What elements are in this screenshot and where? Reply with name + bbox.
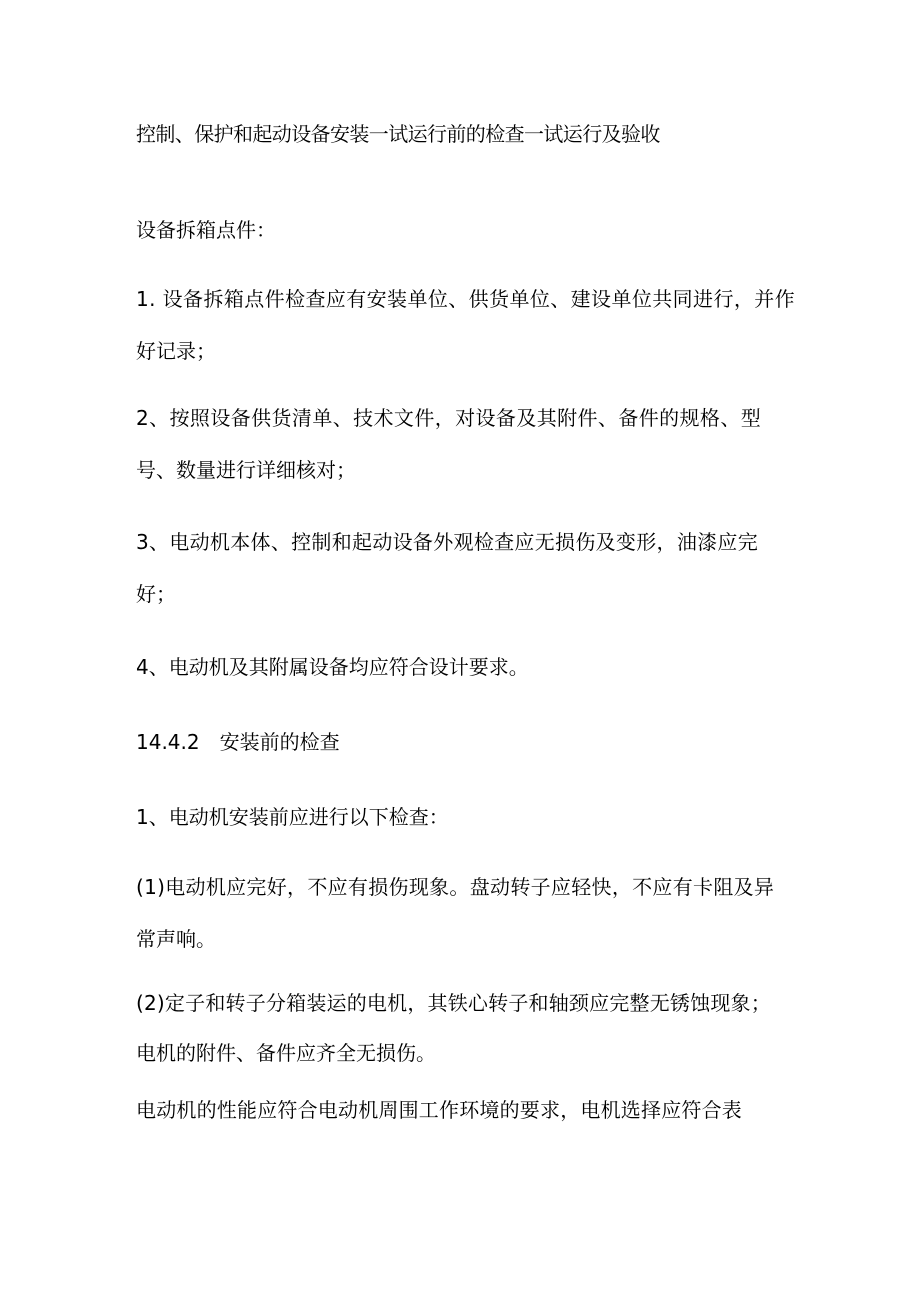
paragraph-line: (2)定子和转子分箱装运的电机，其铁心转子和轴颈应完整无锈蚀现象； <box>136 991 771 1015</box>
paragraph-line: 好； <box>136 582 176 606</box>
paragraph-line: (1)电动机应完好，不应有损伤现象。盘动转子应轻快，不应有卡阻及异 <box>136 875 775 899</box>
paragraph-line: 电动机的性能应符合电动机周围工作环境的要求，电机选择应符合表 <box>136 1098 742 1122</box>
paragraph-line: 电机的附件、备件应齐全无损伤。 <box>136 1041 436 1065</box>
section-heading-pre-install-check: 14.4.2 安装前的检查 <box>136 730 340 754</box>
document-title: 控制、保护和起动设备安装一试运行前的检查一试运行及验收 <box>136 122 660 146</box>
section-heading-unpacking: 设备拆箱点件： <box>136 218 276 242</box>
paragraph-line: 1、电动机安装前应进行以下检查： <box>136 805 449 829</box>
paragraph-line: 4、电动机及其附属设备均应符合设计要求。 <box>136 655 529 679</box>
paragraph-line: 常声响。 <box>136 927 216 951</box>
paragraph-line: 3、电动机本体、控制和起动设备外观检查应无损伤及变形，油漆应完 <box>136 530 759 554</box>
paragraph-line: 好记录； <box>136 339 216 363</box>
paragraph-line: 2、按照设备供货清单、技术文件，对设备及其附件、备件的规格、型 <box>136 406 762 430</box>
paragraph-line: 号、数量进行详细核对； <box>136 458 356 482</box>
paragraph-line: 1. 设备拆箱点件检查应有安装单位、供货单位、建设单位共同进行，并作 <box>136 287 796 311</box>
